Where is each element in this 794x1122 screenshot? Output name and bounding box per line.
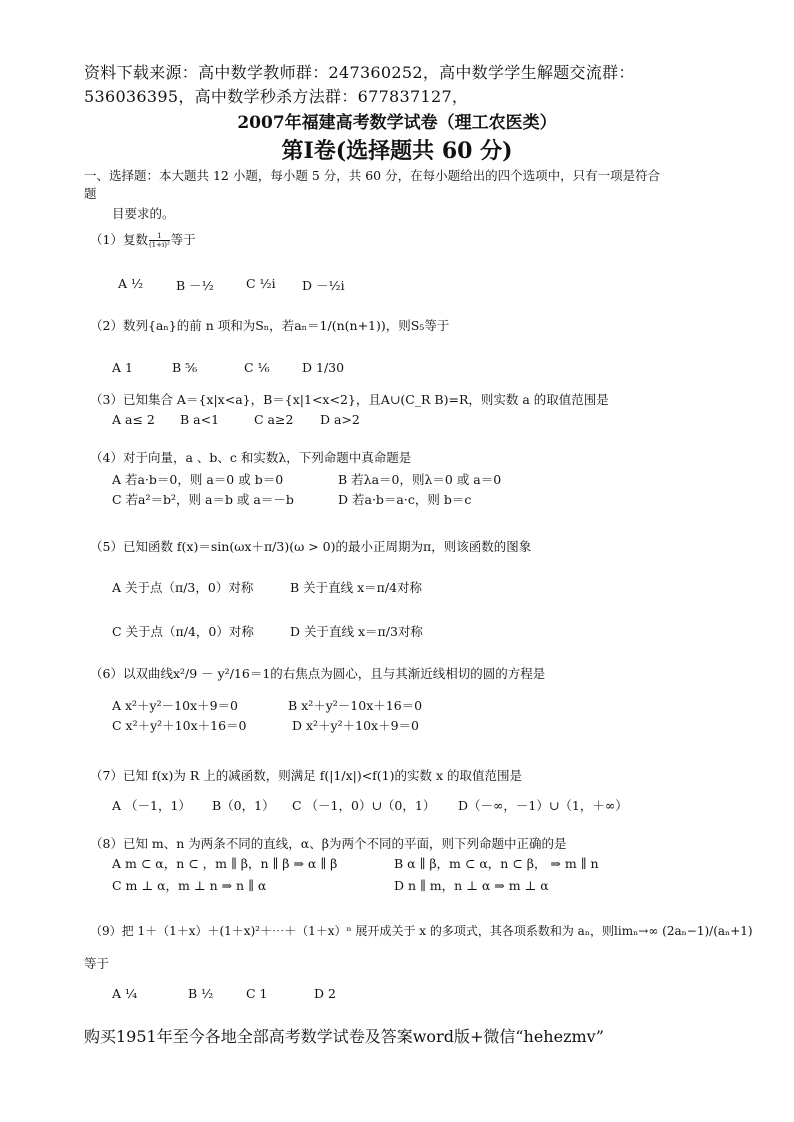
option-1d: D －½i [302, 278, 345, 293]
question-6-stem: （6）以双曲线x²/9 － y²/16＝1的右焦点为圆心，且与其渐近线相切的圆的方程是 [90, 666, 546, 681]
option-7c: C （－1，0）∪（0，1） [292, 798, 436, 813]
option-2d: D 1/30 [302, 360, 345, 375]
question-5-stem: （5）已知函数 f(x)＝sin(ωx＋π/3)(ω > 0)的最小正周期为π，则该函数的图象 [90, 539, 532, 554]
question-9-stem-2: 等于 [84, 956, 110, 971]
option-3b: B a<1 [180, 412, 220, 427]
option-6d: D x²＋y²＋10x＋9＝0 [292, 718, 419, 733]
option-6a: A x²＋y²－10x＋9＝0 [112, 698, 238, 713]
option-1b: B －½ [176, 278, 214, 293]
fraction-numerator: 1 [149, 232, 170, 241]
option-4b: B 若λa＝0，则λ＝0 或 a＝0 [338, 472, 502, 487]
option-6b: B x²＋y²－10x＋16＝0 [288, 698, 423, 713]
option-3d: D a>2 [320, 412, 360, 427]
question-3-stem: （3）已知集合 A＝{x|x<a}，B＝{x|1<x<2}，且A∪(C_R B)=R，则实数 a 的取值范围是 [90, 392, 609, 407]
question-8-stem: （8）已知 m、n 为两条不同的直线，α、β为两个不同的平面，则下列命题中正确的是 [90, 836, 567, 851]
option-5b: B 关于直线 x＝π/4对称 [290, 580, 423, 595]
option-3a: A a≤ 2 [112, 412, 155, 427]
option-5a: A 关于点（π/3，0）对称 [112, 580, 254, 595]
question-1-stem-b: 等于 [170, 232, 196, 247]
option-6c: C x²＋y²＋10x＋16＝0 [112, 718, 247, 733]
option-9d: D 2 [314, 986, 336, 1001]
option-8c: C m ⊥ α，m ⊥ n ⇒ n ∥ α [112, 878, 267, 893]
section-title: 第Ⅰ卷(选择题共 60 分) [281, 138, 513, 164]
intro-line-1: 一、选择题：本大题共 12 小题，每小题 5 分，共 60 分，在每小题给出的四个选项中，只有一项是符合 [84, 168, 661, 183]
exam-title: 2007年福建高考数学试卷（理工农医类） [237, 113, 557, 133]
option-5c: C 关于点（π/4，0）对称 [112, 624, 254, 639]
option-4a: A 若a·b＝0，则 a＝0 或 b＝0 [112, 472, 284, 487]
header-line-2: 536036395，高中数学秒杀方法群：677837127， [84, 87, 469, 106]
option-9a: A ¼ [112, 986, 138, 1001]
option-9b: B ½ [188, 986, 214, 1001]
option-3c: C a≥2 [254, 412, 294, 427]
fraction-denominator: (1+i)² [148, 241, 170, 249]
footer-ad: 购买1951年至今各地全部高考数学试卷及答案word版+微信“hehezmv” [84, 1027, 604, 1046]
option-1c: C ½i [246, 276, 276, 291]
option-8d: D n ∥ m，n ⊥ α ⇒ m ⊥ α [394, 878, 549, 893]
option-8a: A m ⊂ α，n ⊂ ，m ∥ β，n ∥ β ⇒ α ∥ β [112, 856, 338, 871]
option-7a: A （－1，1） [112, 798, 191, 813]
option-7b: B（0，1） [212, 798, 275, 813]
question-2-stem: （2）数列{aₙ}的前 n 项和为Sₙ，若aₙ＝1/(n(n+1))，则S₅等于 [90, 318, 450, 333]
option-1a: A ½ [118, 276, 144, 291]
question-1-fraction [149, 232, 170, 249]
option-2c: C ⅙ [244, 360, 270, 375]
option-9c: C 1 [246, 986, 268, 1001]
header-line-1: 资料下载来源：高中数学教师群：247360252，高中数学学生解题交流群： [84, 63, 635, 82]
question-7-stem: （7）已知 f(x)为 R 上的减函数，则满足 f(|1/x|)<f(1)的实数 x 的取值范围是 [90, 768, 523, 783]
option-5d: D 关于直线 x＝π/3对称 [290, 624, 423, 639]
option-2b: B ⅚ [172, 360, 198, 375]
question-1-stem-a: （1）复数 [90, 232, 148, 247]
option-2a: A 1 [112, 360, 133, 375]
option-8b: B α ∥ β，m ⊂ α，n ⊂ β， ⇒ m ∥ n [394, 856, 599, 871]
intro-line-2: 题 [84, 186, 97, 201]
option-7d: D（－∞，－1）∪（1，＋∞） [458, 798, 628, 813]
question-4-stem: （4）对于向量，a 、b、c 和实数λ，下列命题中真命题是 [90, 450, 412, 465]
intro-line-3: 目要求的。 [112, 206, 175, 221]
question-1-stem [90, 230, 196, 249]
option-4d: D 若a·b＝a·c，则 b＝c [338, 492, 472, 507]
option-4c: C 若a²＝b²，则 a＝b 或 a＝－b [112, 492, 294, 507]
question-9-stem: （9）把 1＋（1＋x）＋(1＋x)²＋⋯＋（1＋x）ⁿ 展开成关于 x 的多项式，其各项系数和为 aₙ，则limₙ→∞ (2aₙ−1)/(aₙ+1) [90, 924, 753, 938]
